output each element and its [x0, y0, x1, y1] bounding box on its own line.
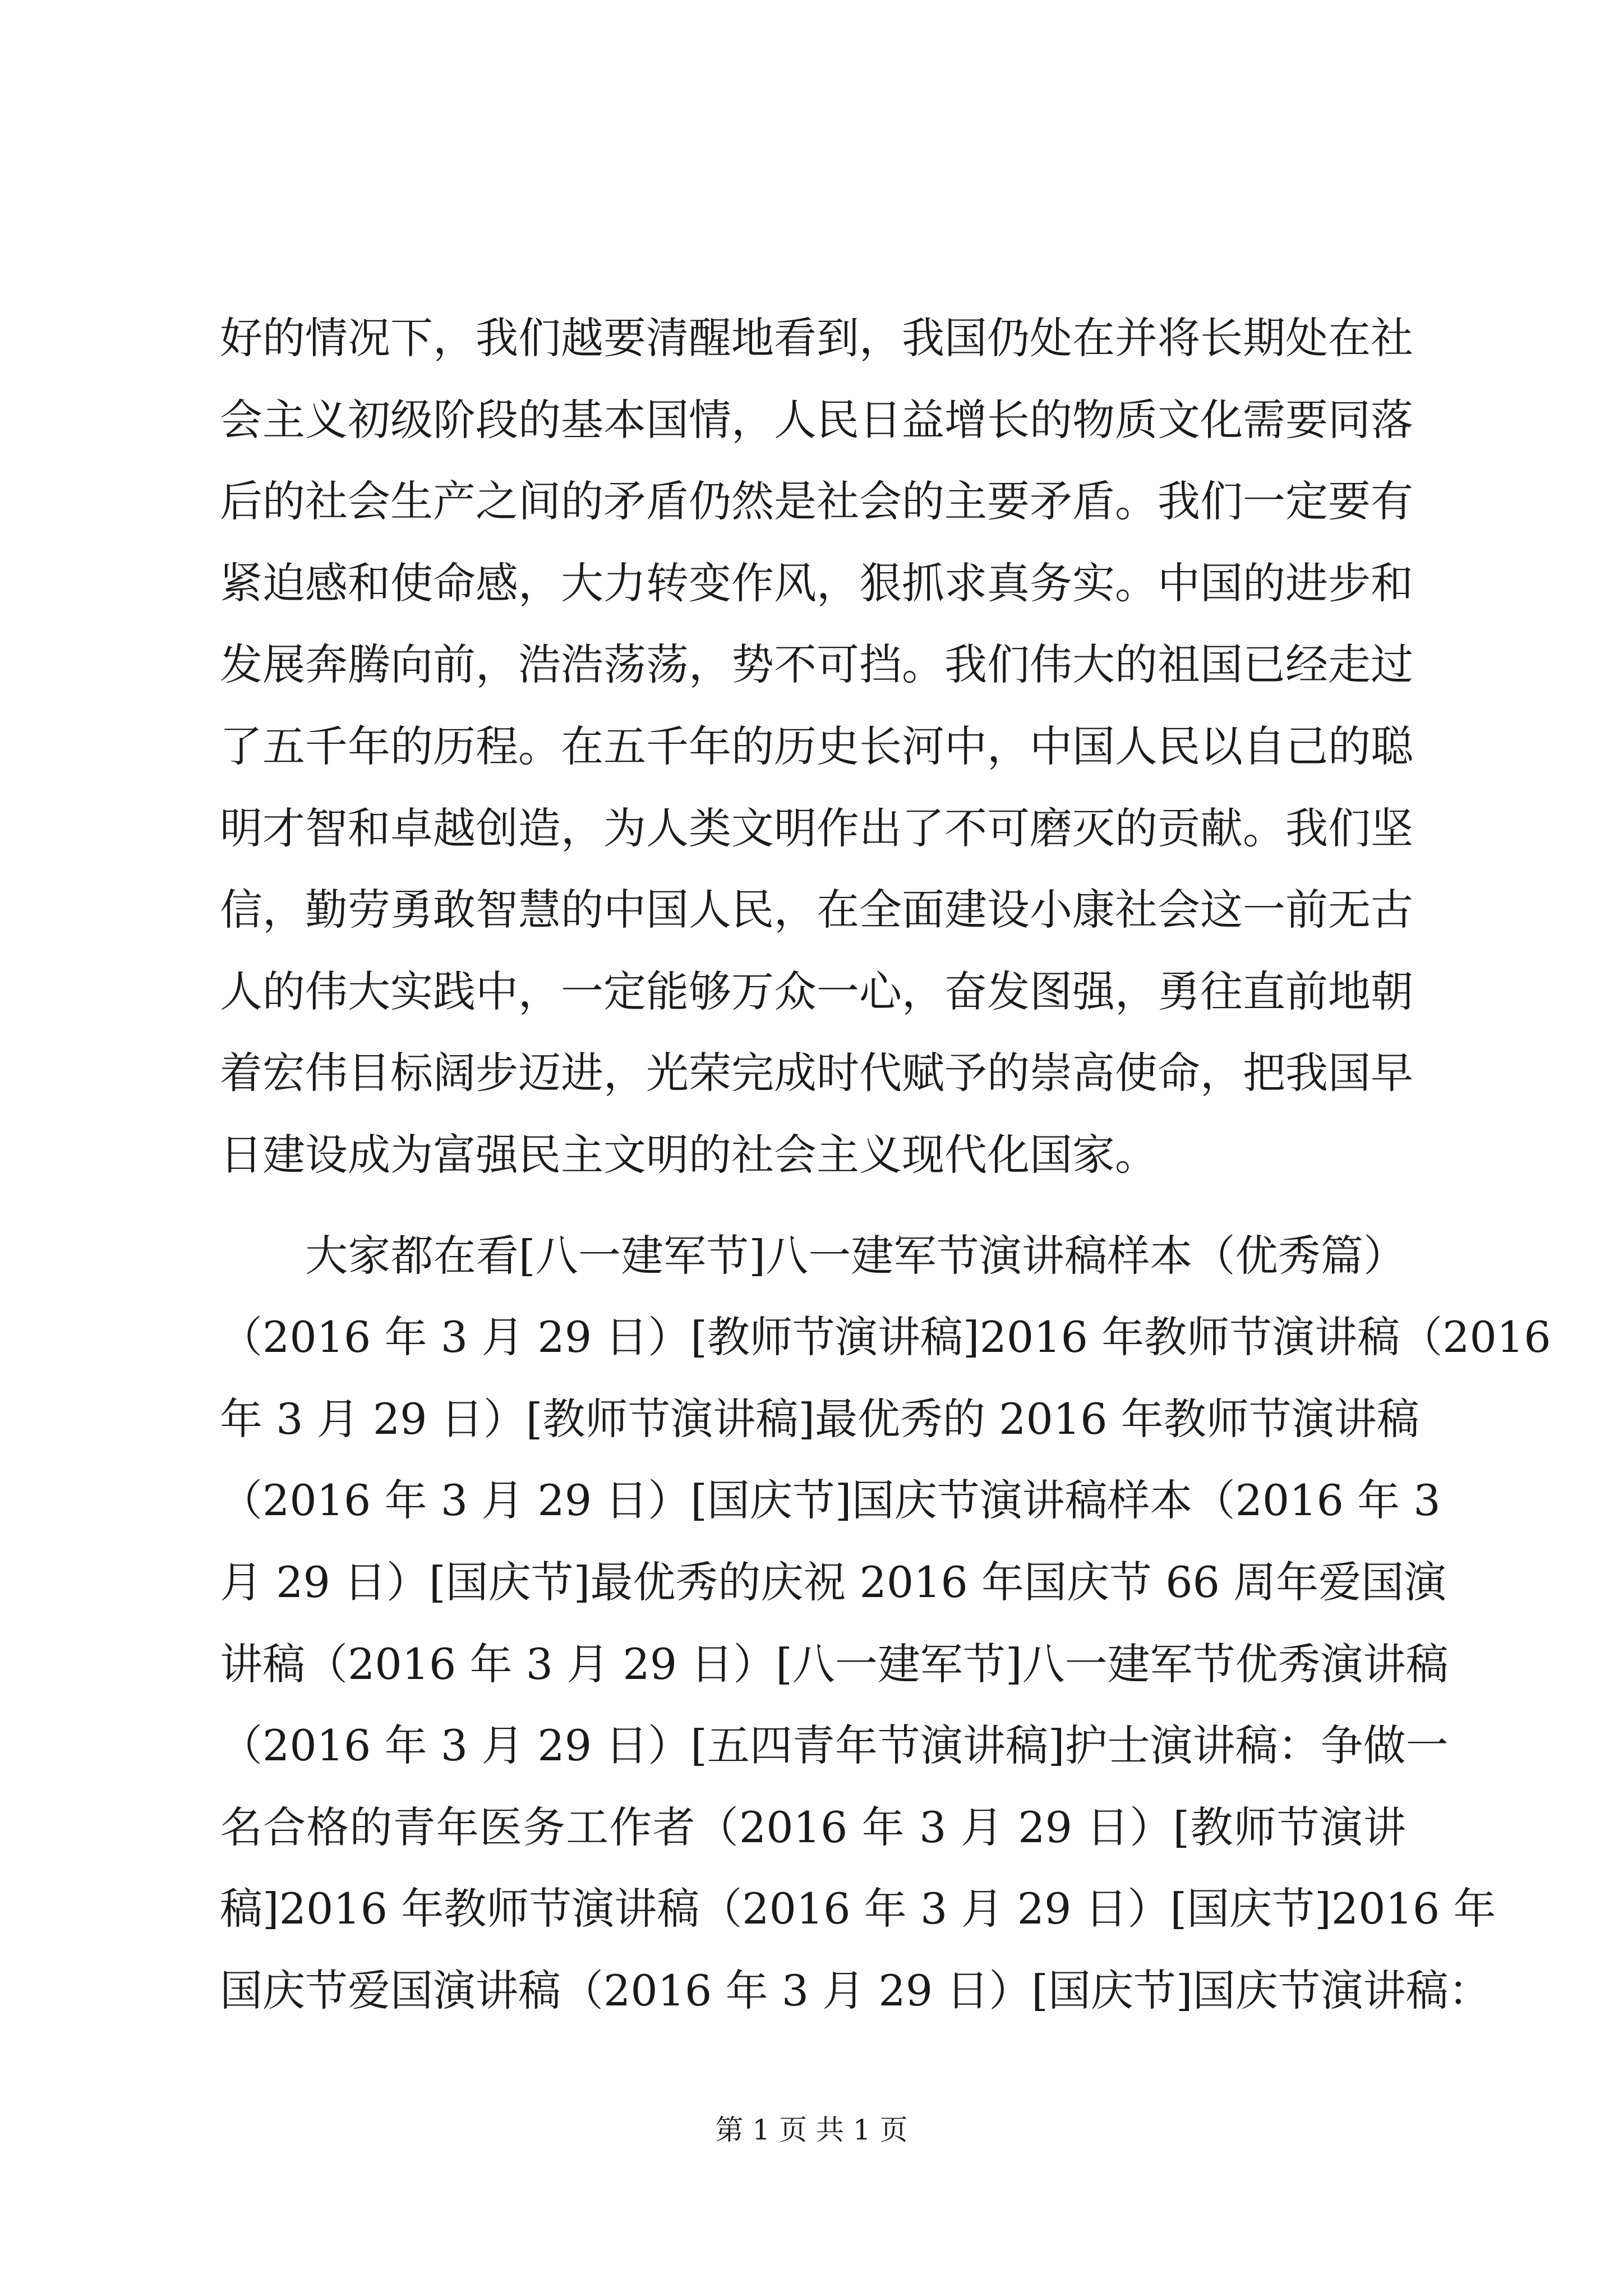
text-line: 着宏伟目标阔步迈进，光荣完成时代赋予的崇高使命，把我国早: [220, 1048, 1413, 1098]
text-line: 后的社会生产之间的矛盾仍然是社会的主要矛盾。我们一定要有: [220, 476, 1413, 527]
document-body: [220, 297, 1551, 2031]
page-number: 第 1 页 共 1 页: [715, 2114, 908, 2146]
text-line: 月 29 日）[国庆节]最优秀的庆祝 2016 年国庆节 66 周年爱国演: [220, 1557, 1447, 1607]
text-line: 讲稿（2016 年 3 月 29 日）[八一建军节]八一建军节优秀演讲稿: [220, 1639, 1449, 1689]
text-line: 稿]2016 年教师节演讲稿（2016 年 3 月 29 日）[国庆节]2016 年: [220, 1884, 1496, 1934]
text-line: 名合格的青年医务工作者（2016 年 3 月 29 日）[教师节演讲: [220, 1802, 1406, 1852]
text-line: 信，勤劳勇敢智慧的中国人民，在全面建设小康社会这一前无古: [220, 885, 1413, 935]
text-line: 紧迫感和使命感，大力转变作风，狠抓求真务实。中国的进步和: [220, 558, 1413, 608]
text-line: 大家都在看[八一建军节]八一建军节演讲稿样本（优秀篇）: [220, 1230, 1406, 1281]
text-line: 会主义初级阶段的基本国情，人民日益增长的物质文化需要同落: [220, 394, 1413, 445]
text-line: （2016 年 3 月 29 日）[教师节演讲稿]2016 年教师节演讲稿（2016: [220, 1312, 1551, 1363]
text-line: （2016 年 3 月 29 日）[五四青年节演讲稿]护士演讲稿：争做一: [220, 1720, 1449, 1771]
paragraph-2: [220, 1215, 1551, 2032]
text-line: 人的伟大实践中，一定能够万众一心，奋发图强，勇往直前地朝: [220, 966, 1413, 1016]
page-footer: [0, 2108, 1623, 2148]
text-line: 明才智和卓越创造，为人类文明作出了不可磨灭的贡献。我们坚: [220, 803, 1413, 853]
paragraph-spacer: [220, 1196, 1406, 1215]
text-line: （2016 年 3 月 29 日）[国庆节]国庆节演讲稿样本（2016 年 3: [220, 1475, 1441, 1526]
text-line: 国庆节爱国演讲稿（2016 年 3 月 29 日）[国庆节]国庆节演讲稿：: [220, 1965, 1491, 2016]
text-line: 了五千年的历程。在五千年的历史长河中，中国人民以自己的聪: [220, 721, 1413, 771]
text-line: 发展奔腾向前，浩浩荡荡，势不可挡。我们伟大的祖国已经走过: [220, 639, 1413, 690]
text-line: 好的情况下，我们越要清醒地看到，我国仍处在并将长期处在社: [220, 313, 1413, 363]
paragraph-1: [220, 297, 1413, 1196]
text-line: 日建设成为富强民主文明的社会主义现代化国家。: [220, 1129, 1158, 1180]
text-line: 年 3 月 29 日）[教师节演讲稿]最优秀的 2016 年教师节演讲稿: [220, 1393, 1419, 1444]
